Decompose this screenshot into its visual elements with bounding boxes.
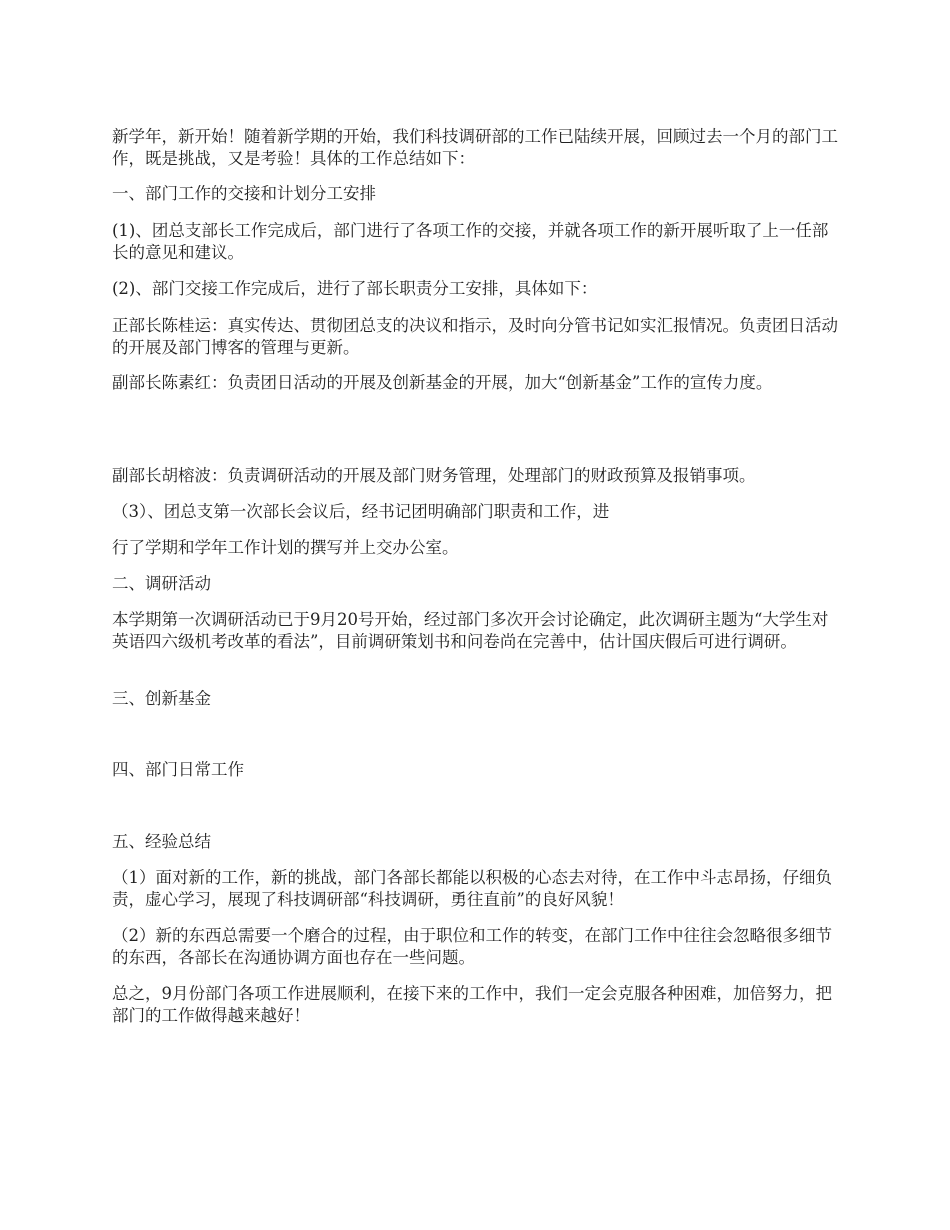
paragraph-meeting-cont: 行了学期和学年工作计划的撰写并上交办公室。 [112,538,459,557]
paragraph-experience-1: （1）面对新的工作，新的挑战，部门各部长都能以积极的心态去对待，在工作中斗志昂扬，仔细负责，虚心学习，展现了科技调研部“科技调研，勇往直前”的良好风貌！ [112,868,832,909]
paragraph-research: 本学期第一次调研活动已于9月20号开始，经过部门多次开会讨论确定，此次调研主题为“大学生对英语四六级机考改革的看法”，目前调研策划书和问卷尚在完善中，估计国庆假后可进行调研。 [112,610,829,651]
paragraph-division: (2)、部门交接工作完成后，进行了部长职责分工安排，具体如下： [112,279,598,298]
section-heading-2: 二、调研活动 [112,574,211,593]
paragraph-deputy-minister-1: 副部长陈素红：负责团日活动的开展及创新基金的开展，加大“创新基金”工作的宣传力度。 [112,373,773,392]
paragraph-experience-2: （2）新的东西总需要一个磨合的过程，由于职位和工作的转变，在部门工作中往往会忽略很多细节的东西，各部长在沟通协调方面也存在一些问题。 [112,926,832,967]
section-heading-4: 四、部门日常工作 [112,760,244,779]
section-heading-1: 一、部门工作的交接和计划分工安排 [112,184,376,203]
intro-paragraph: 新学年，新开始！随着新学期的开始，我们科技调研部的工作已陆续开展，回顾过去一个月的部门工作，既是挑战，又是考验！具体的工作总结如下： [112,127,838,168]
section-heading-3: 三、创新基金 [112,689,211,708]
paragraph-meeting: （3）、团总支第一次部长会议后，经书记团明确部门职责和工作，进 [112,502,610,521]
paragraph-deputy-minister-2: 副部长胡榕波：负责调研活动的开展及部门财务管理，处理部门的财政预算及报销事项。 [112,466,756,485]
paragraph-chief-minister: 正部长陈桂运：真实传达、贯彻团总支的决议和指示，及时向分管书记如实汇报情况。负责团日活动的开展及部门博客的管理与更新。 [112,316,838,357]
paragraph-conclusion: 总之，9月份部门各项工作进展顺利，在接下来的工作中，我们一定会克服各种困难，加倍努力，把部门的工作做得越来越好！ [112,984,832,1025]
paragraph-handover: (1)、团总支部长工作完成后，部门进行了各项工作的交接，并就各项工作的新开展听取了上一任部长的意见和建议。 [112,221,829,262]
section-heading-5: 五、经验总结 [112,832,211,851]
